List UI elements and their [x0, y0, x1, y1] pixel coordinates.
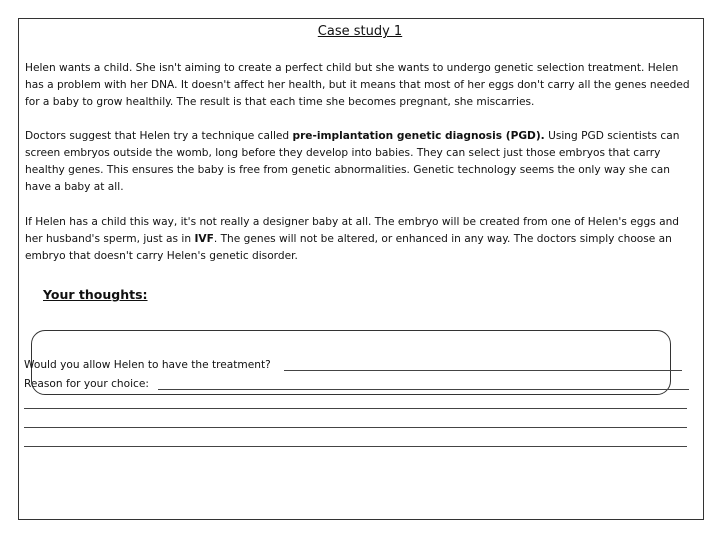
answer-line-1[interactable]	[284, 370, 682, 371]
question-allow-treatment: Would you allow Helen to have the treatment?	[24, 359, 271, 371]
paragraph-2	[25, 128, 695, 196]
answer-line-3[interactable]	[24, 408, 687, 409]
answer-line-4[interactable]	[24, 427, 687, 428]
thoughts-heading: Your thoughts:	[43, 287, 148, 302]
pgd-term: pre-implantation genetic diagnosis (PGD).	[292, 130, 545, 142]
paragraph-2-text-a: Doctors suggest that Helen try a technique called	[25, 130, 293, 142]
answer-line-5[interactable]	[24, 446, 687, 447]
paragraph-2-text-b: Using PGD scientists can screen embryos outside the womb, long before they develop into babies. They can select just those embryos that carry healthy genes. This ensures the baby is free from genetic abnormalities. Genetic technology seems the only way she can have a baby at all.	[25, 130, 680, 193]
paragraph-3	[25, 214, 695, 265]
ivf-term: IVF	[194, 233, 214, 245]
answer-line-2[interactable]	[158, 389, 689, 390]
paragraph-1: Helen wants a child. She isn't aiming to create a perfect child but she wants to undergo genetic selection treatment. Helen has a problem with her DNA. It doesn't affect her health, but it means that most of her eggs don't carry all the genes needed for a baby to grow healthily. The result is that each time she becomes pregnant, she miscarries.	[25, 62, 690, 108]
question-reason: Reason for your choice:	[24, 378, 149, 390]
paragraph-3-text-b: . The genes will not be altered, or enhanced in any way. The doctors simply choose an embryo that doesn't carry Helen's genetic disorder.	[25, 233, 672, 262]
paragraph-3-text-a: If Helen has a child this way, it's not really a designer baby at all. The embryo will be created from one of Helen's eggs and her husband's sperm, just as in	[25, 216, 680, 245]
case-study-title: Case study 1	[317, 24, 403, 39]
